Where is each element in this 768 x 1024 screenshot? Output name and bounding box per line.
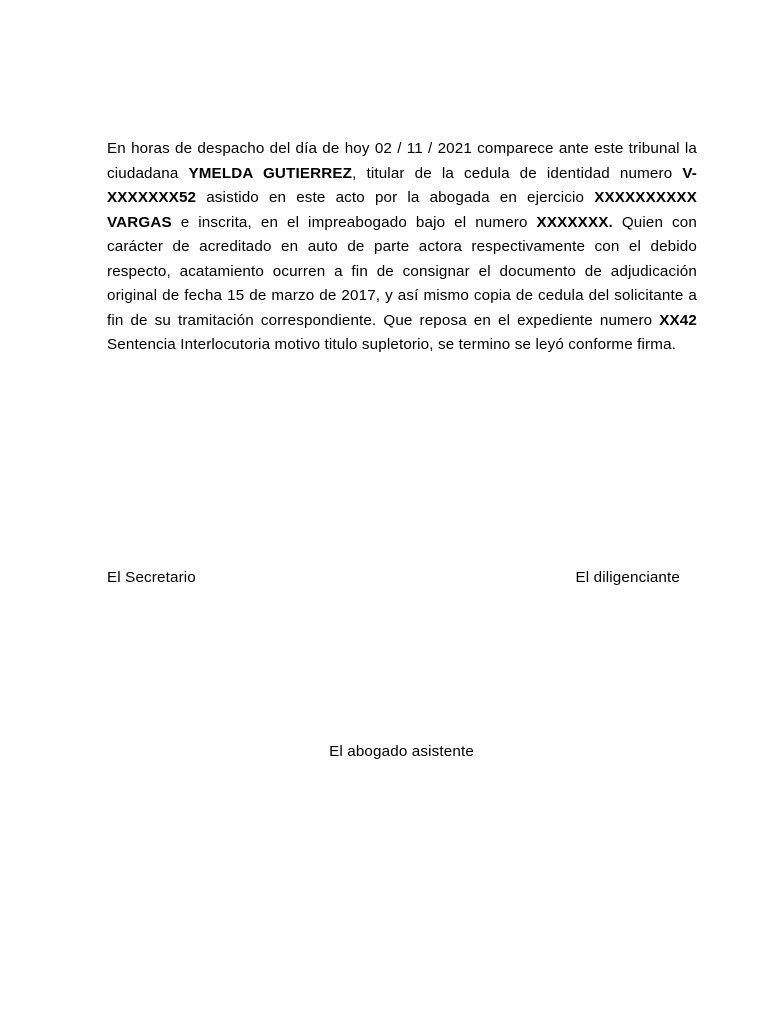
text-segment: En horas de despacho del día de hoy 02 / 11 / 2021 comparece ante este tribunal la ciudadana <box>107 140 697 182</box>
text-segment: Sentencia Interlocutoria motivo titulo supletorio, se termino se leyó conforme firma. <box>107 336 677 353</box>
id-number: V-XXXXXXX52 <box>107 164 697 206</box>
text-segment: Quien con carácter de acreditado en auto de parte actora respectivamente con el debido respecto, acatamiento ocurren a fin de consignar el documento de adjudicación original de fecha 15 de marzo de 2017, y así mismo copia de cedula del solicitante a fin de su tramitación correspondiente. Que reposa en el expediente numero <box>107 213 697 329</box>
text-segment: e inscrita, en el impreabogado bajo el numero <box>171 213 537 231</box>
text-segment: asistido en este acto por la abogada en ejercicio <box>196 189 595 206</box>
signature-lawyer: El abogado asistente <box>329 743 474 760</box>
text-segment: , titular de la cedula de identidad numero <box>352 164 683 182</box>
signature-diligent: El diligenciante <box>575 569 680 586</box>
lawyer-name: XXXXXXXXXX VARGAS <box>107 189 697 231</box>
citizen-name: YMELDA GUTIERREZ <box>188 164 353 182</box>
impreabogado-number: XXXXXXX. <box>536 213 613 231</box>
case-number: XX42 <box>659 311 697 329</box>
signature-secretary: El Secretario <box>107 569 196 586</box>
document-body-paragraph <box>107 137 697 358</box>
